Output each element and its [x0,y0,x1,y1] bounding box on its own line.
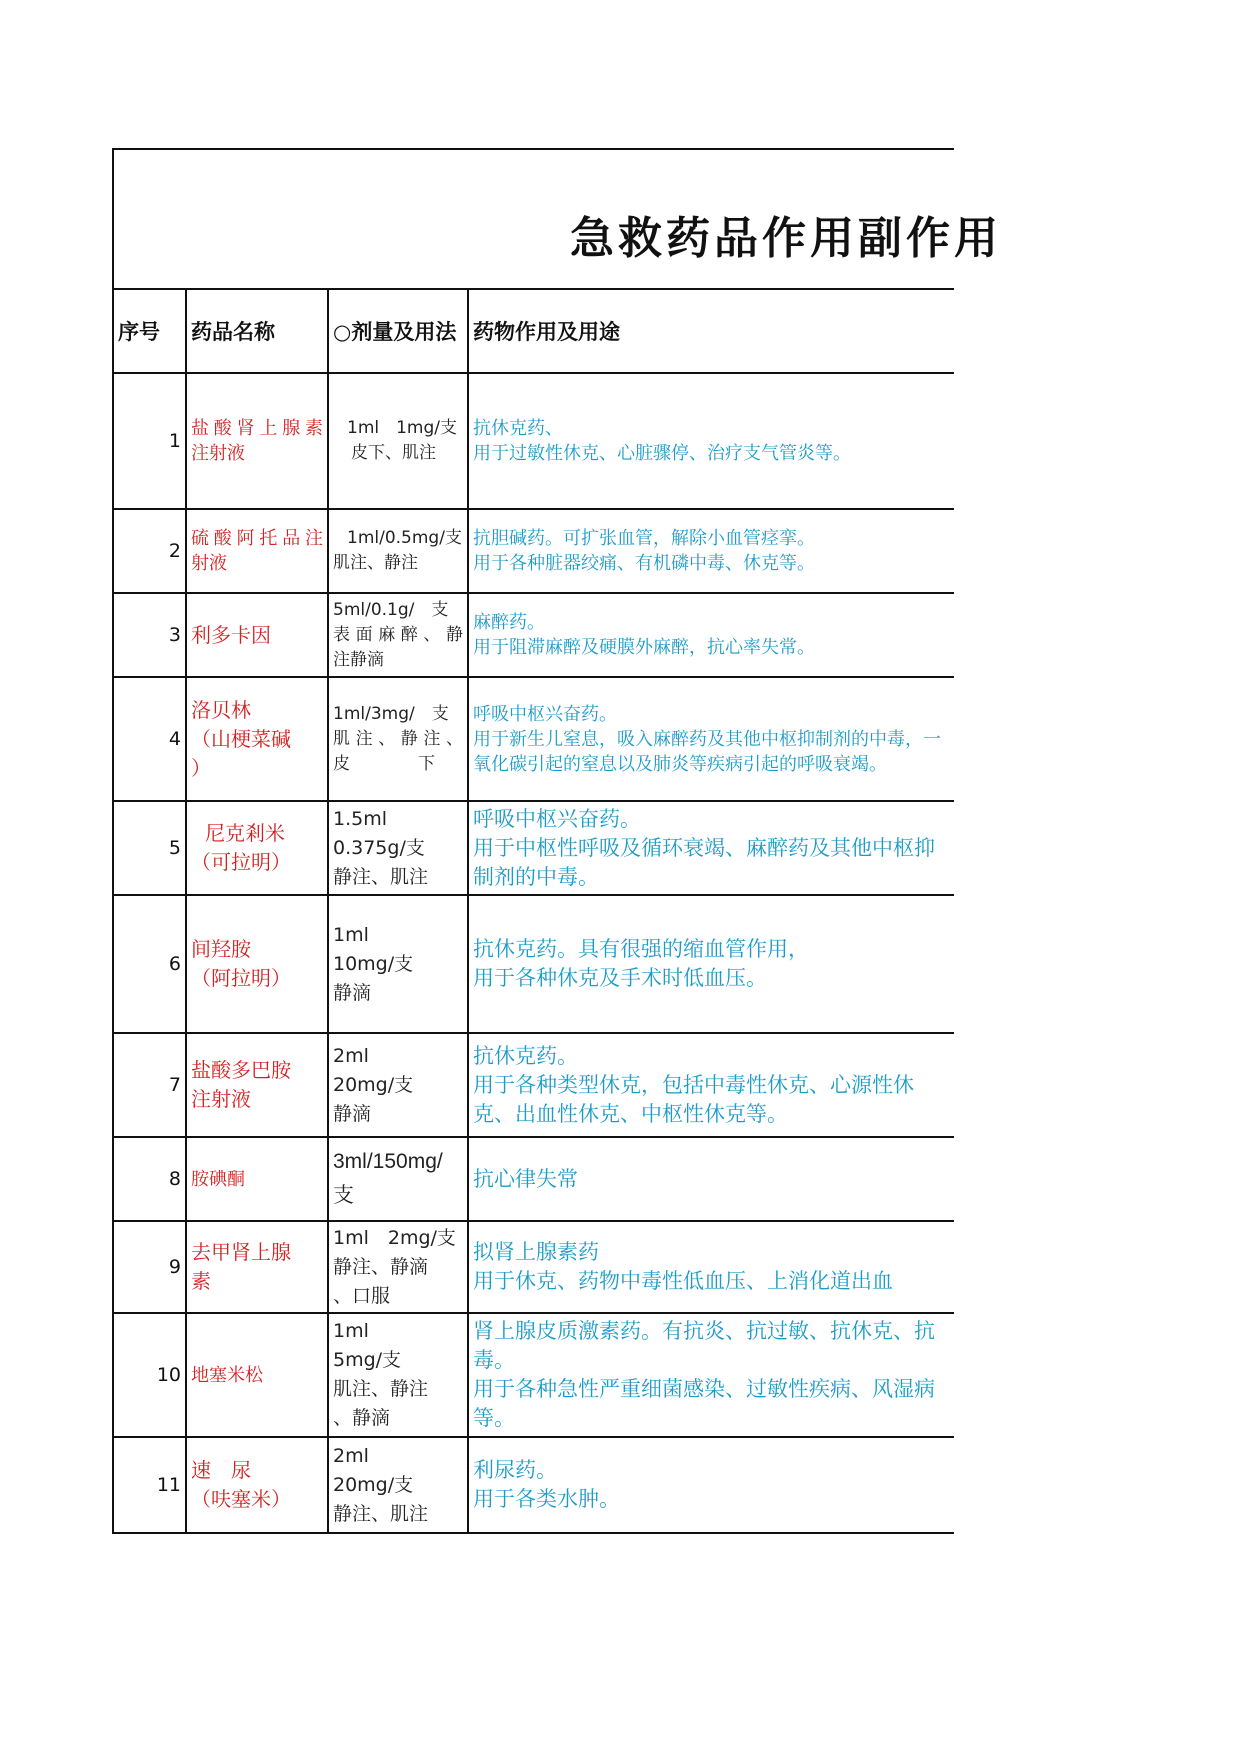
row-number: 9 [114,1221,186,1313]
table-row [114,895,954,1033]
drug-use: 利尿药。 用于各类水肿。 [468,1437,954,1533]
table-row [114,1313,954,1437]
drug-dose: 1ml 2mg/支 静注、静滴 、口服 [328,1221,468,1313]
table-row [114,593,954,677]
drug-use: 呼吸中枢兴奋药。 用于新生儿窒息，吸入麻醉药及其他中枢抑制剂的中毒，一氧化碳引起的窒息以及肺炎等疾病引起的呼吸衰竭。 [468,677,954,801]
row-number: 8 [114,1137,186,1221]
row-number: 4 [114,677,186,801]
drug-name: 尼克剎米 （可拉明） [186,801,328,895]
drug-use: 拟肾上腺素药 用于休克、药物中毒性低血压、上消化道出血 [468,1221,954,1313]
drug-name: 盐酸肾上腺素 注射液 [186,373,328,509]
drug-use: 抗休克药。具有很强的缩血管作用， 用于各种休克及手术时低血压。 [468,895,954,1033]
drug-use: 抗休克药、 用于过敏性休克、心脏骤停、治疗支气管炎等。 [468,373,954,509]
drug-name: 硫酸阿托品注 射液 [186,509,328,593]
table-row [114,509,954,593]
drug-dose: 1ml 5mg/支 肌注、静注 、静滴 [328,1313,468,1437]
drug-dose: 2ml 20mg/支 静注、肌注 [328,1437,468,1533]
drug-table-sheet [112,148,1002,1534]
drug-use: 抗心律失常 [468,1137,954,1221]
header-use: 药物作用及用途 [468,290,954,373]
drug-name: 地塞米松 [186,1313,328,1437]
row-number: 1 [114,373,186,509]
row-number: 10 [114,1313,186,1437]
drug-dose: 5ml/0.1g/ 支 表面麻醉、静 注静滴 [328,593,468,677]
header-row [114,290,954,373]
drug-dose: 2ml 20mg/支 静滴 [328,1033,468,1137]
table-row [114,373,954,509]
drug-dose: 1ml/3mg/ 支 肌注、静注、 皮 下 [328,677,468,801]
table-row [114,1033,954,1137]
drug-dose: 1ml/0.5mg/支 肌注、静注 [328,509,468,593]
drug-name: 利多卡因 [186,593,328,677]
drug-dose: 1ml 10mg/支 静滴 [328,895,468,1033]
drug-use: 麻醉药。 用于阻滞麻醉及硬膜外麻醉，抗心率失常。 [468,593,954,677]
drug-use: 抗休克药。 用于各种类型休克，包括中毒性休克、心源性休克、出血性休克、中枢性休克等。 [468,1033,954,1137]
drug-name: 速 尿 （呋塞米） [186,1437,328,1533]
drug-table [114,290,954,1534]
drug-use: 肾上腺皮质激素药。有抗炎、抗过敏、抗休克、抗毒。 用于各种急性严重细菌感染、过敏性疾病、风湿病等。 [468,1313,954,1437]
row-number: 5 [114,801,186,895]
row-number: 3 [114,593,186,677]
drug-use: 抗胆碱药。可扩张血管，解除小血管痉挛。 用于各种脏器绞痛、有机磷中毒、休克等。 [468,509,954,593]
header-no: 序号 [114,290,186,373]
row-number: 2 [114,509,186,593]
drug-dose: 1ml 1mg/支 皮下、肌注 [328,373,468,509]
drug-name: 去甲肾上腺 素 [186,1221,328,1313]
drug-use: 呼吸中枢兴奋药。 用于中枢性呼吸及循环衰竭、麻醉药及其他中枢抑制剂的中毒。 [468,801,954,895]
row-number: 11 [114,1437,186,1533]
table-row [114,677,954,801]
drug-dose: 1.5ml 0.375g/支 静注、肌注 [328,801,468,895]
drug-name: 胺碘酮 [186,1137,328,1221]
row-number: 7 [114,1033,186,1137]
table-row [114,1221,954,1313]
title-row [114,150,1002,290]
row-number: 6 [114,895,186,1033]
drug-name: 盐酸多巴胺 注射液 [186,1033,328,1137]
table-row [114,801,954,895]
table-row [114,1137,954,1221]
header-name: 药品名称 [186,290,328,373]
header-dose: ○剂量及用法 [328,290,468,373]
drug-name: 洛贝林 （山梗菜碱 ） [186,677,328,801]
drug-dose: 3ml/150mg/ 支 [328,1137,468,1221]
drug-name: 间羟胺 （阿拉明） [186,895,328,1033]
table-row [114,1437,954,1533]
page-title: 急救药品作用副作用 [570,213,1002,264]
